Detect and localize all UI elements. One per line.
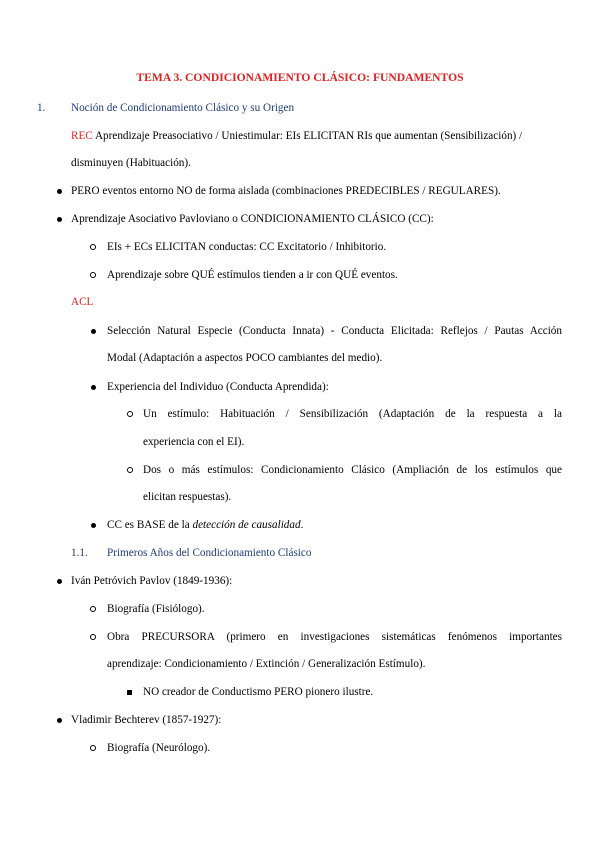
pavlov-note: NO creador de Conductismo PERO pionero ilustre.	[143, 686, 374, 698]
acl-item1-line1: Selección Natural Especie (Conducta Innata) - Conducta Elicitada: Reflejos / Pautas Acción	[107, 325, 562, 337]
rec-paragraph-line2: disminuyen (Habituación).	[71, 157, 191, 169]
bullet-dot	[91, 523, 96, 528]
acl-tag: ACL	[71, 296, 94, 308]
bullet-bechterev: Vladimir Bechterev (1857-1927):	[71, 714, 222, 726]
bullet-square	[127, 690, 132, 695]
subsection-number: 1.1.	[71, 547, 88, 559]
bullet-pero: PERO eventos entorno NO de forma aislada (combinaciones PREDECIBLES / REGULARES).	[71, 185, 501, 197]
bullet-dot	[57, 579, 62, 584]
acl-item3	[107, 518, 303, 532]
rec-tag: REC	[71, 130, 93, 142]
sub-aprendizaje: Aprendizaje sobre QUÉ estímulos tienden a ir con QUÉ eventos.	[107, 269, 398, 281]
bullet-circle	[90, 606, 96, 612]
bullet-dot	[91, 385, 96, 390]
bullet-circle	[90, 244, 96, 250]
page-title: TEMA 3. CONDICIONAMIENTO CLÁSICO: FUNDAMENTOS	[136, 71, 464, 84]
acl-item3-prefix: CC es BASE de la	[107, 519, 193, 531]
bullet-pavloviano: Aprendizaje Asociativo Pavloviano o CONDICIONAMIENTO CLÁSICO (CC):	[71, 213, 434, 225]
section-number: 1.	[37, 102, 46, 114]
pavlov-obra-line1: Obra PRECURSORA (primero en investigaciones sistemáticas fenómenos importantes	[107, 631, 562, 643]
rec-text: Aprendizaje Preasociativo / Uniestimular: EIs ELICITAN RIs que aumentan (Sensibilización) /	[94, 130, 523, 142]
bullet-circle	[90, 272, 96, 278]
bullet-dot	[57, 217, 62, 222]
section-heading: Noción de Condicionamiento Clásico y su Origen	[71, 102, 295, 114]
bullet-dot	[57, 189, 62, 194]
bullet-circle	[127, 411, 133, 417]
bullet-circle	[90, 634, 96, 640]
bullet-dot	[91, 329, 96, 334]
subsection-heading: Primeros Años del Condicionamiento Clásico	[107, 547, 312, 559]
acl-item1-line2: Modal (Adaptación a aspectos POCO cambiantes del medio).	[107, 352, 383, 364]
pavlov-obra-line2: aprendizaje: Condicionamiento / Extinción / Generalización Estímulo).	[107, 658, 426, 670]
acl-item3-emphasis: detección de causalidad	[192, 519, 301, 531]
rec-paragraph-line1	[71, 129, 522, 143]
bullet-circle	[90, 745, 96, 751]
acl-item2: Experiencia del Individuo (Conducta Aprendida):	[107, 381, 329, 393]
acl-item3-suffix: .	[300, 519, 304, 531]
bullet-pavlov: Iván Petróvich Pavlov (1849-1936):	[71, 575, 233, 587]
bechterev-bio: Biografía (Neurólogo).	[107, 742, 211, 754]
acl-sub1-line2: experiencia con el EI).	[143, 436, 245, 448]
bullet-circle	[127, 467, 133, 473]
acl-sub2-line1: Dos o más estímulos: Condicionamiento Clásico (Ampliación de los estímulos que	[143, 464, 562, 476]
acl-sub1-line1: Un estímulo: Habituación / Sensibilización (Adaptación de la respuesta a la	[143, 408, 562, 420]
bullet-dot	[57, 718, 62, 723]
sub-eis: EIs + ECs ELICITAN conductas: CC Excitatorio / Inhibitorio.	[107, 241, 387, 253]
pavlov-bio: Biografía (Fisiólogo).	[107, 603, 205, 615]
acl-sub2-line2: elicitan respuestas).	[143, 491, 232, 503]
